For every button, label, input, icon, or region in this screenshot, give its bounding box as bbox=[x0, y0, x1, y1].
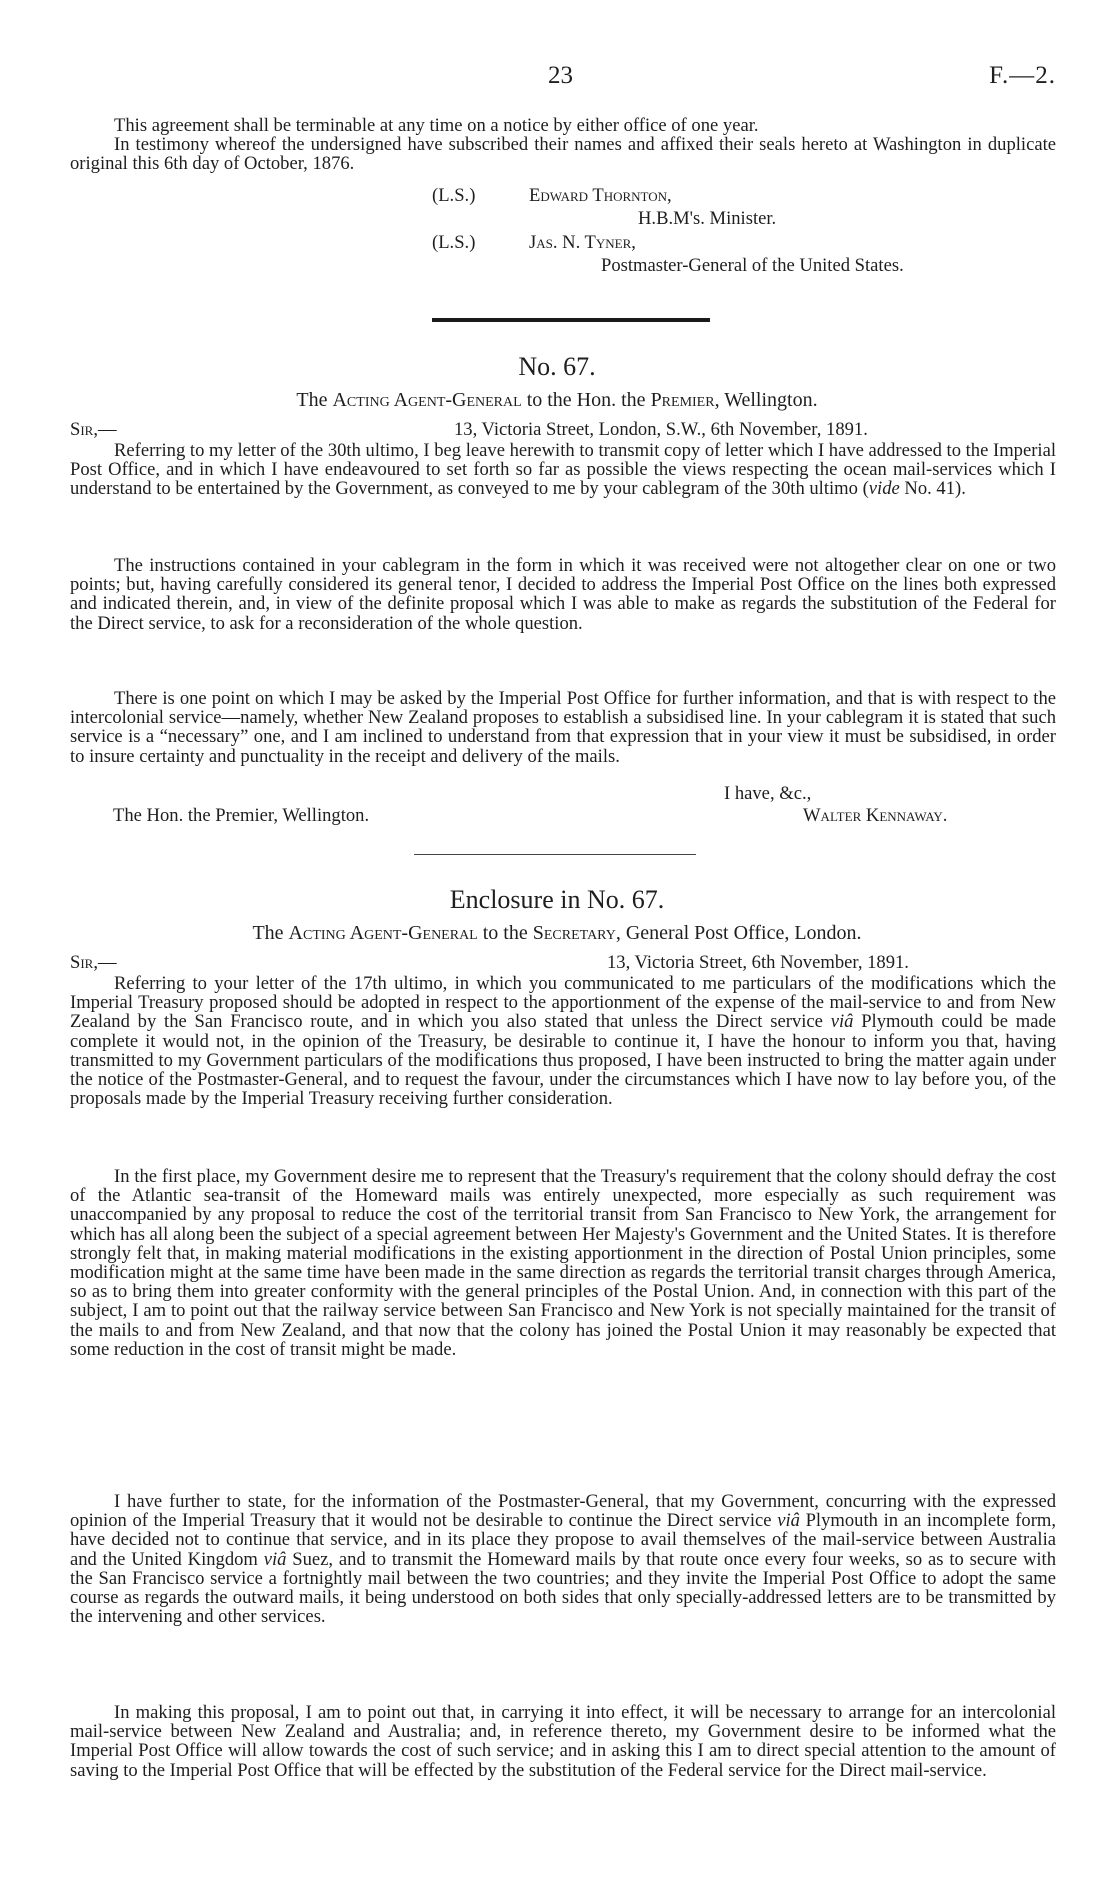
letter-paragraph-2: The instructions contained in your cablegram in the form in which it was received were not altogether clear on one or two points; but, having carefully considered its general tenor, I decided to address the Imperial Post Office on the lines both expressed and indicated therein, and, in view of the definite proposal which I was able to make as regards the substitution of the Federal for the Direct service, to ask for a reconsideration of the whole question. bbox=[70, 555, 1056, 634]
closing: I have, &c., bbox=[724, 783, 812, 804]
letter-address-line bbox=[0, 389, 1114, 412]
running-head bbox=[0, 62, 1114, 96]
enclosure-paragraph-2: In the first place, my Government desire me to represent that the Treasury's requirement that the colony should defray the cost of the Atlantic sea-transit of the Homeward mails was entirely unexpected, more especially as such requirement was unaccompanied by any proposal to reduce the cost of the territorial transit from San Francisco to New York, the arrangement for which has all along been the subject of a special agreement between Her Majesty's Government and the United States. It is therefore strongly felt that, in making material modifications in the existing apportionment in the direction of Postal Union principles, some modification might at the same time have been made in the same direction as regards the territorial transit charges through America, so as to bring them into greater conformity with the general principles of the Postal Union. And, in connection with this part of the subject, I am to point out that the railway service between San Francisco and New York is not specially maintained for the transit of the mails to and from New Zealand, and that now that the colony has joined the Postal Union it may reasonably be expected that some reduction in the cost of transit might be made. bbox=[70, 1166, 1056, 1360]
paragraph-text: Suez, and to transmit the Homeward mails by that route once every four weeks, so as to secure with the San Francisco service a fortnightly mail between the two countries; and they invite the Imperial Post Office to adopt the same course as regards the outward mails, it being understood on both sides that only specially-addressed letters are to be transmitted by the intervening and other services. bbox=[70, 1548, 1057, 1628]
seal-1: (L.S.) bbox=[432, 185, 476, 206]
via-italic: viâ bbox=[830, 1011, 854, 1033]
address-suffix: , General Post Office, London. bbox=[615, 922, 862, 944]
paragraph-text: No. 41). bbox=[899, 478, 966, 500]
address-to: Secretary bbox=[532, 922, 616, 944]
address-suffix: , Wellington. bbox=[714, 389, 818, 411]
paragraph-text: Plymouth could be made complete it would not, in the opinion of the Treasury, be desirable to continue it, I have the honour to inform you that, having transmitted to my Government particulars of the modifications thus proposed, I have been instructed to bring the matter again under the notice of the Postmaster-General, and to request the favour, under the circumstances which I have now to lay before you, of the proposals made by the Imperial Treasury receiving further consideration. bbox=[70, 1011, 1057, 1110]
section-divider-thin bbox=[414, 854, 696, 855]
address-from: Acting Agent-General bbox=[332, 389, 522, 411]
seal-2: (L.S.) bbox=[432, 232, 476, 253]
enclosure-paragraph-1 bbox=[70, 974, 1056, 1108]
address-prefix: The bbox=[296, 389, 333, 411]
enclosure-paragraph-3 bbox=[70, 1492, 1056, 1626]
via-italic: viâ bbox=[777, 1510, 800, 1532]
recipient: The Hon. the Premier, Wellington. bbox=[113, 805, 370, 826]
enclosure-salutation: Sir,— bbox=[70, 952, 117, 973]
signatory-1: Edward Thornton, bbox=[529, 185, 672, 206]
address-from: Acting Agent-General bbox=[288, 922, 478, 944]
enclosure-dateline: 13, Victoria Street, 6th November, 1891. bbox=[607, 952, 909, 973]
paragraph-text: Plymouth in an incomplete form, have decided not to continue that service, and in its place they propose to avail themselves of the mail-service between Australia and the United Kingdom bbox=[70, 1510, 1056, 1570]
page-number: 23 bbox=[548, 62, 573, 89]
section-divider-heavy bbox=[432, 318, 710, 322]
enclosure-heading: Enclosure in No. 67. bbox=[449, 885, 665, 914]
letter-paragraph-1 bbox=[70, 441, 1056, 499]
paragraph-text: I have further to state, for the information of the Postmaster-General, that my Government, concurring with the expressed opinion of the Imperial Treasury that it would not be desirable to continue the Direct service bbox=[70, 1491, 1056, 1532]
via-italic: viâ bbox=[263, 1548, 287, 1570]
paragraph-text: Referring to your letter of the 17th ultimo, in which you communicated to me particulars of the modifications which the Imperial Treasury proposed should be adopted in respect to the apportionment of the expense of the mail-service to and from New Zealand by the San Francisco route, and in which you also stated that unless the Direct service bbox=[70, 973, 1056, 1033]
signatory-2: Jas. N. Tyner, bbox=[529, 232, 636, 253]
salutation: Sir,— bbox=[70, 419, 117, 440]
agreement-termination: This agreement shall be terminable at any time on a notice by either office of one year. bbox=[114, 115, 759, 136]
agreement-testimony: In testimony whereof the undersigned have subscribed their names and affixed their seals hereto at Washington in duplicate original this 6th day of October, 1876. bbox=[70, 134, 1056, 175]
letter-number-heading: No. 67. bbox=[518, 352, 596, 381]
signatory-1-title: H.B.M's. Minister. bbox=[638, 208, 777, 229]
vide-italic: vide bbox=[868, 478, 900, 500]
signatory-2-title: Postmaster-General of the United States. bbox=[601, 255, 904, 276]
enclosure-paragraph-4: In making this proposal, I am to point out that, in carrying it into effect, it will be necessary to arrange for an intercolonial mail-service between New Zealand and Australia; and, in reference thereto, my Government desire to be informed what the Imperial Post Office will allow towards the cost of such service; and in asking this I am to direct special attention to the amount of saving to the Imperial Post Office that will be effected by the substitution of the Federal service for the Direct mail-service. bbox=[70, 1702, 1056, 1781]
address-middle: to the Hon. the bbox=[521, 389, 651, 411]
dateline: 13, Victoria Street, London, S.W., 6th November, 1891. bbox=[454, 419, 868, 440]
enclosure-address-line bbox=[0, 922, 1114, 945]
signature: Walter Kennaway. bbox=[803, 805, 948, 826]
letter-paragraph-3: There is one point on which I may be asked by the Imperial Post Office for further information, and that is with respect to the intercolonial service—namely, whether New Zealand proposes to establish a subsidised line. In your cablegram it is stated that such service is a “necessary” one, and I am inclined to understand from that expression that in your view it must be subsidised, in order to insure certainty and punctuality in the receipt and delivery of the mails. bbox=[70, 688, 1056, 767]
paragraph-text: Referring to my letter of the 30th ultimo, I beg leave herewith to transmit copy of letter which I have addressed to the Imperial Post Office, and in which I have endeavoured to set forth so far as possible the views respecting the ocean mail-services which I understand to be entertained by the Government, as conveyed to me by your cablegram of the 30th ultimo ( bbox=[70, 440, 1056, 500]
paper-reference: F.—2. bbox=[989, 62, 1056, 89]
address-to: Premier bbox=[650, 389, 715, 411]
address-prefix: The bbox=[252, 922, 289, 944]
address-middle: to the bbox=[477, 922, 533, 944]
